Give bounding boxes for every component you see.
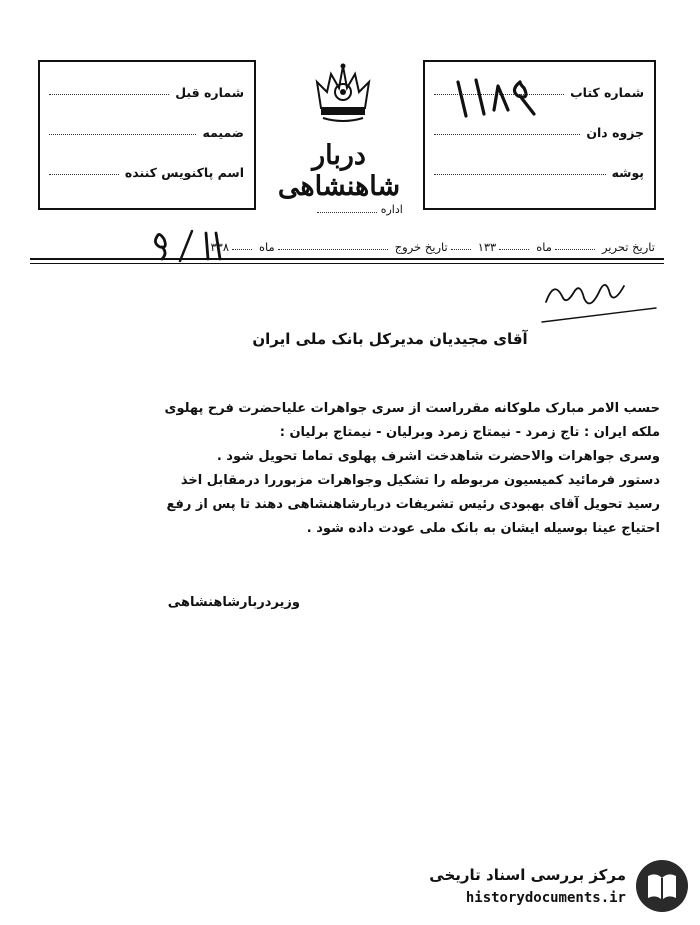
attachment-label: ضمیمه (202, 125, 244, 140)
handwritten-annotation (540, 272, 660, 330)
typist-label: اسم پاکنویس کننده (124, 165, 244, 180)
left-reference-box (38, 60, 256, 210)
handwritten-book-number (450, 70, 550, 120)
header-rule-1 (30, 258, 664, 260)
letter-body (100, 397, 660, 541)
header-rule-2 (30, 263, 664, 264)
month-label-1: ماه (536, 240, 552, 254)
writing-date-label: تاریخ تحریر (601, 240, 655, 254)
year-1: ۱۳۳ (477, 240, 497, 254)
letter-addressee: آقای مجیدیان مدیرکل بانک ملی ایران (252, 330, 528, 348)
body-line: رسید تحویل آقای بهبودی رئیس تشریفات دربارشاهنشاهی دهند تا پس از رفع (166, 497, 660, 512)
office-field (300, 203, 420, 216)
cover-label: پوشه (611, 165, 644, 180)
court-title: دربار شاهنشاهی (277, 140, 401, 202)
pahlavi-crown-emblem-icon (313, 62, 373, 124)
book-number-label: شماره کتاب (570, 85, 644, 100)
body-line: احتیاج عینا بوسیله ایشان به بانک ملی عودت داده شود . (306, 521, 660, 536)
body-line: حسب الامر مبارک ملوکانه مقرراست از سری جواهرات علیاحضرت فرح پهلوی (164, 401, 660, 416)
exit-date-label: تاریخ خروج (394, 240, 448, 254)
typist-field (49, 158, 244, 180)
office-label: اداره (380, 203, 403, 216)
cover-field (434, 158, 644, 180)
book-logo-icon (634, 858, 690, 914)
previous-number-field (49, 78, 244, 100)
body-line: وسری جواهرات والاحضرت شاهدخت اشرف پهلوی تماما تحویل شود . (216, 449, 660, 464)
watermark-center-name: مرکز بررسی اسناد تاریخی (429, 866, 626, 884)
month-label-2: ماه (259, 240, 275, 254)
letter-signoff: وزیردربارشاهنشاهی (167, 595, 300, 610)
body-line: ملکه ایران : تاج زمرد - نیمتاج زمرد وبرلیان - نیمتاج برلیان : (279, 425, 660, 440)
body-line: دستور فرمائید کمیسیون مربوطه را تشکیل وجواهرات مزبوررا درمقابل اخذ (180, 473, 660, 488)
date-row (30, 232, 655, 254)
previous-number-label: شماره قبل (175, 85, 244, 100)
file-folder-field (434, 118, 644, 140)
watermark-url[interactable]: historydocuments.ir (465, 890, 626, 906)
file-folder-label: جزوه دان (586, 125, 644, 140)
handwritten-exit-date (150, 225, 240, 265)
watermark (410, 858, 690, 916)
year-2: ۱۳۳۸ (204, 240, 230, 254)
attachment-field (49, 118, 244, 140)
